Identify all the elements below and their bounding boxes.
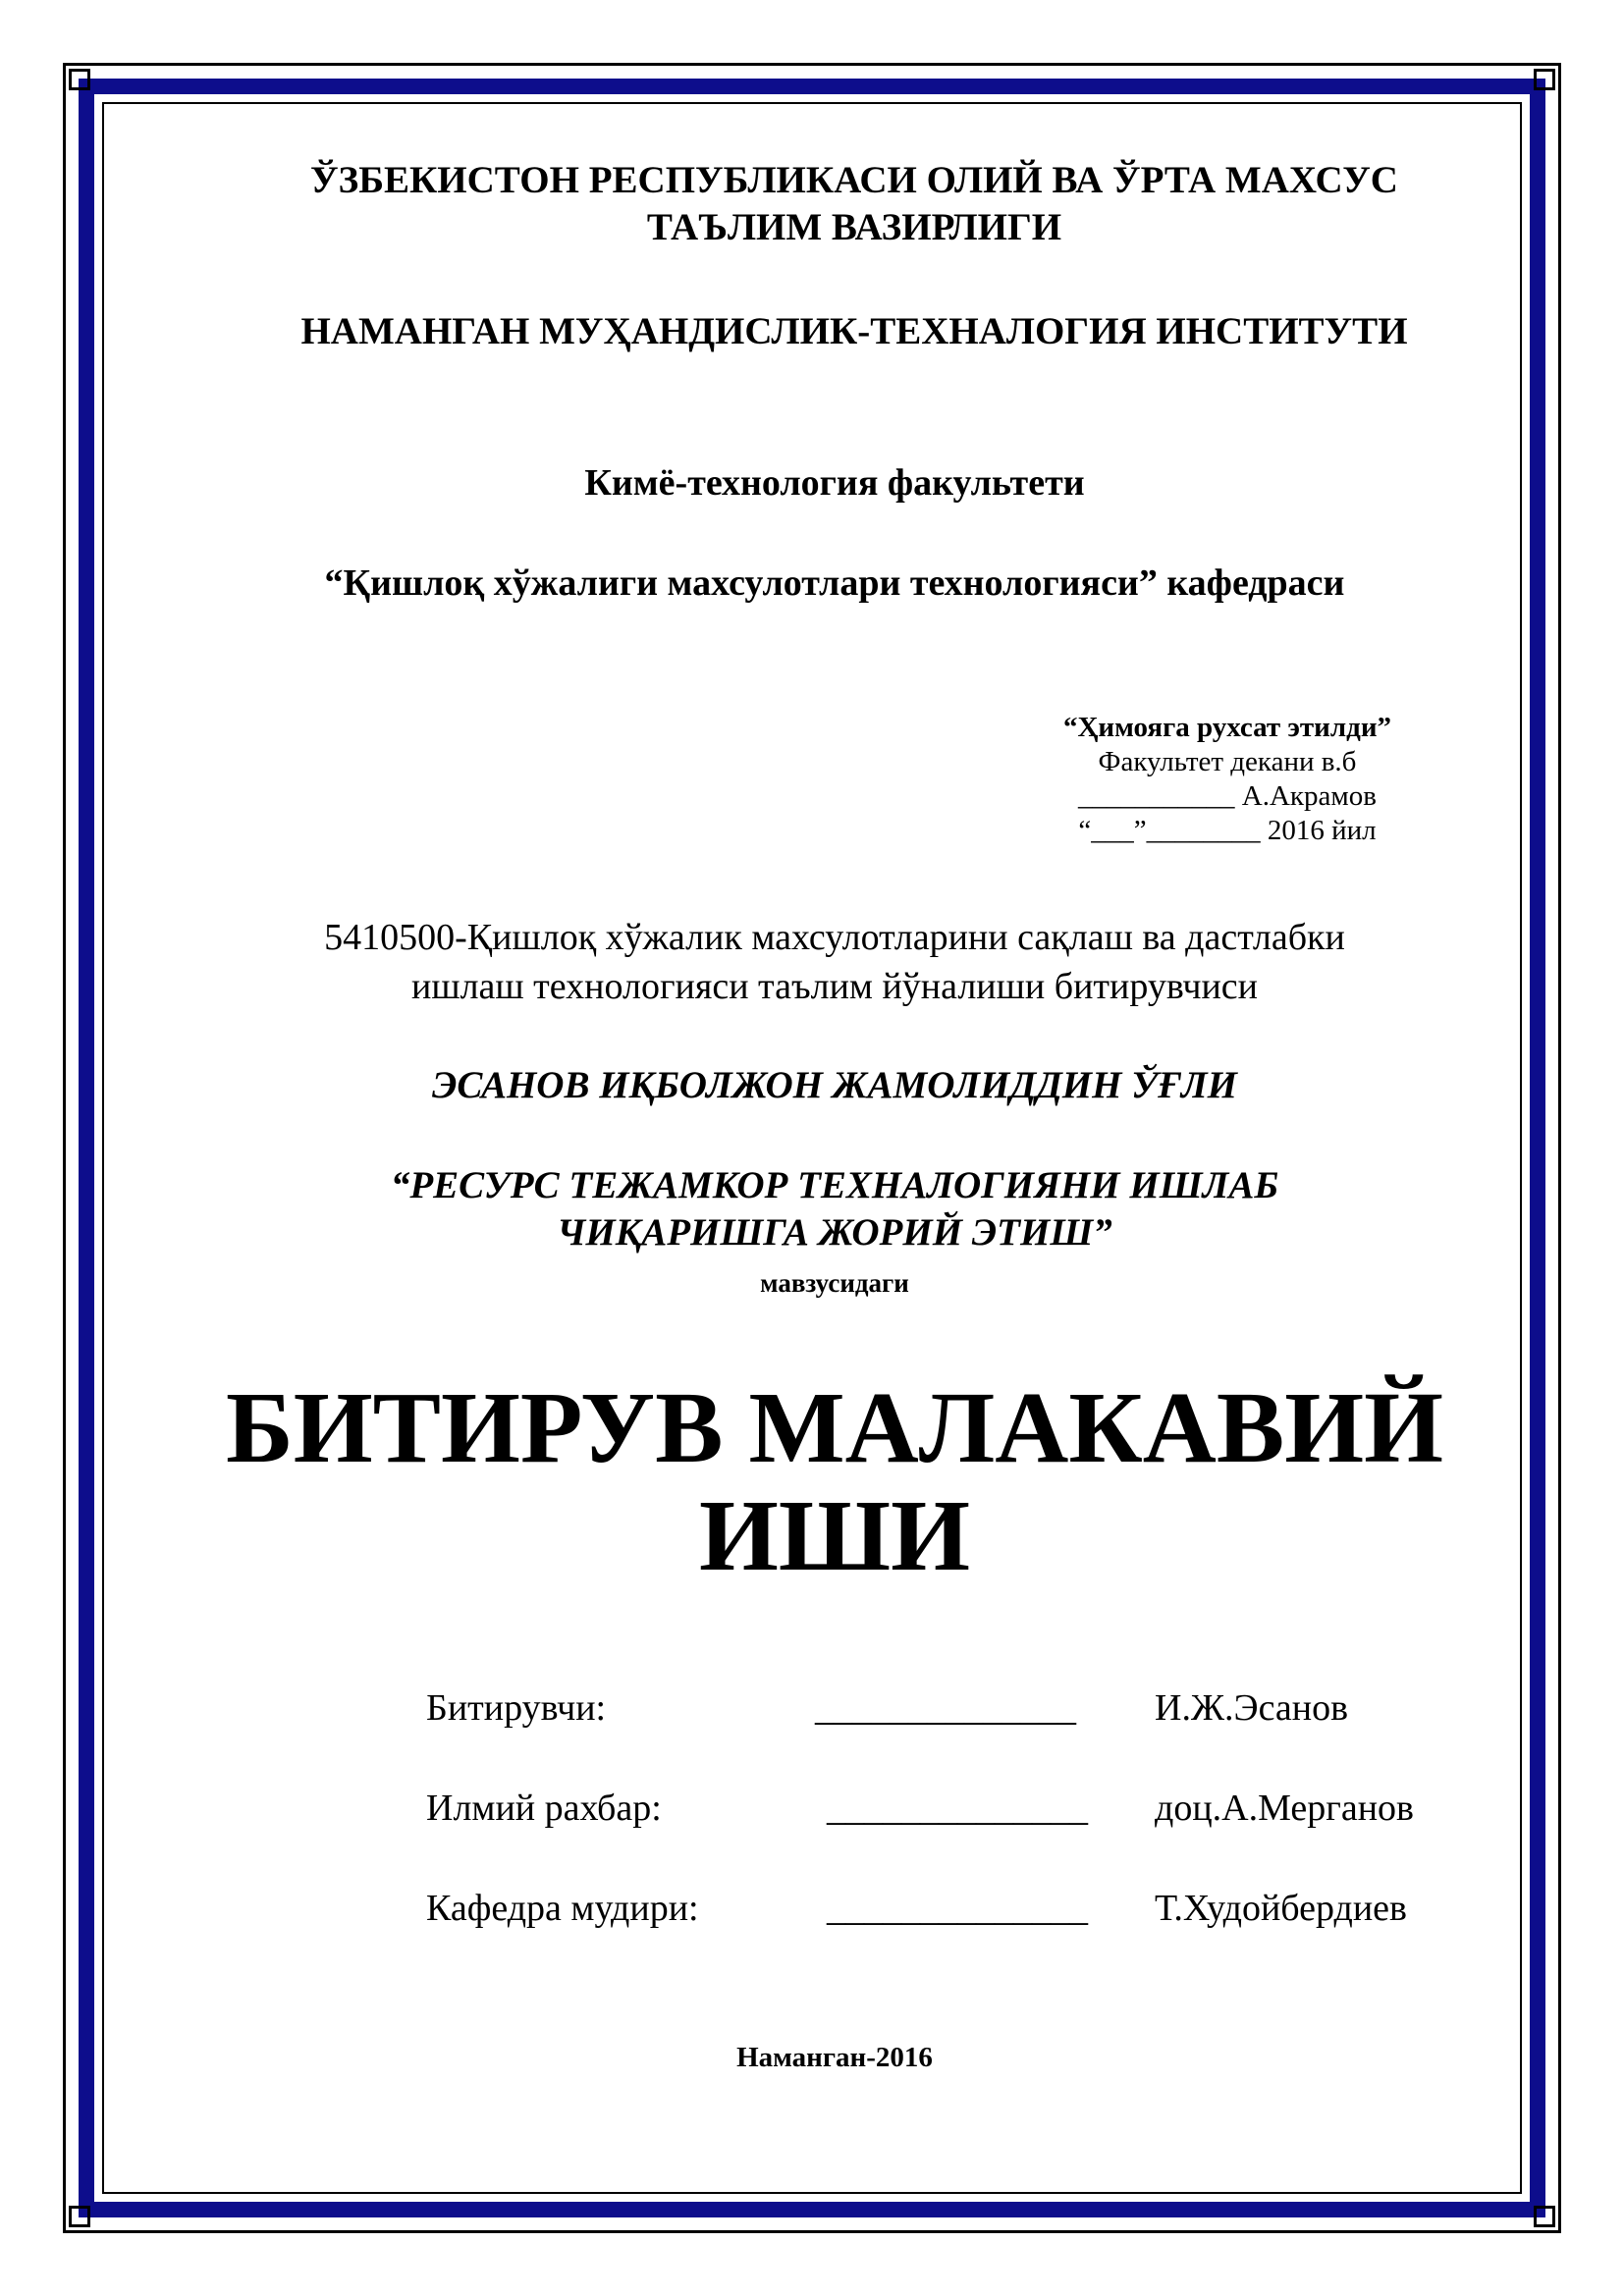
topic-line-2: ЧИҚАРИШГА ЖОРИЙ ЭТИШ” [557,1211,1112,1254]
signature-row-supervisor [426,1787,1506,1836]
department-name: “Қишлоқ хўжалиги махсулотлари технологияси” кафедраси [324,562,1345,604]
topic-subtitle: мавзусидаги [760,1268,909,1298]
defense-approval-block [1021,711,1434,848]
institute-heading: НАМАНГАН МУҲАНДИСЛИК-ТЕХНАЛОГИЯ ИНСТИТУТИ [300,310,1408,352]
signature-role: Битирувчи: [426,1687,607,1729]
signature-role: Илмий рахбар: [426,1788,662,1829]
signature-name: И.Ж.Эсанов [1155,1687,1349,1729]
approval-title: “Ҳимояга рухсат этилди” [1062,712,1392,743]
signature-row-department-head [426,1887,1506,1936]
ministry-line-1: ЎЗБЕКИСТОН РЕСПУБЛИКАСИ ОЛИЙ ВА ЎРТА МАХСУС [310,159,1398,201]
signature-role: Кафедра мудири: [426,1888,699,1929]
frame-corner-square-top-right [1534,69,1555,90]
frame-corner-square-top-left [69,69,90,90]
frame-inner-border [102,102,1522,2194]
frame-corner-square-bottom-left [69,2206,90,2227]
frame-corner-square-bottom-right [1534,2206,1555,2227]
approval-position: Факультет декани в.б [1098,746,1357,777]
signature-line: ______________ [827,1788,1088,1829]
work-title [196,1371,1473,1592]
topic-line-1: “РЕСУРС ТЕЖАМКОР ТЕХНАЛОГИЯНИ ИШЛАБ [390,1164,1279,1206]
signature-name: доц.А.Мерганов [1155,1788,1414,1829]
study-direction [196,913,1473,1011]
direction-line-2: ишлаш технологияси таълим йўналиши битирувчиси [410,966,1258,1007]
ministry-heading [196,157,1512,251]
student-name: ЭСАНОВ ИҚБОЛЖОН ЖАМОЛИДДИН ЎҒЛИ [432,1064,1237,1106]
thesis-topic [196,1162,1473,1256]
approval-date: “___”________ 2016 йил [1078,815,1377,846]
signature-name: Т.Худойбердиев [1155,1888,1407,1929]
signature-line: ______________ [815,1687,1076,1729]
work-title-line-1: БИТИРУВ МАЛАКАВИЙ [225,1371,1444,1484]
approval-signature: ___________ А.Акрамов [1078,780,1377,812]
work-title-line-2: ИШИ [699,1479,970,1592]
faculty-name: Кимё-технология факультети [584,462,1085,504]
direction-line-1: 5410500-Қишлоқ хўжалик махсулотларини сақлаш ва дастлабки [324,917,1345,958]
ministry-line-2: ТАЪЛИМ ВАЗИРЛИГИ [646,206,1062,248]
city-year: Наманган-2016 [736,2042,933,2073]
signature-line: ______________ [827,1888,1088,1929]
signature-row-graduate [426,1686,1506,1735]
